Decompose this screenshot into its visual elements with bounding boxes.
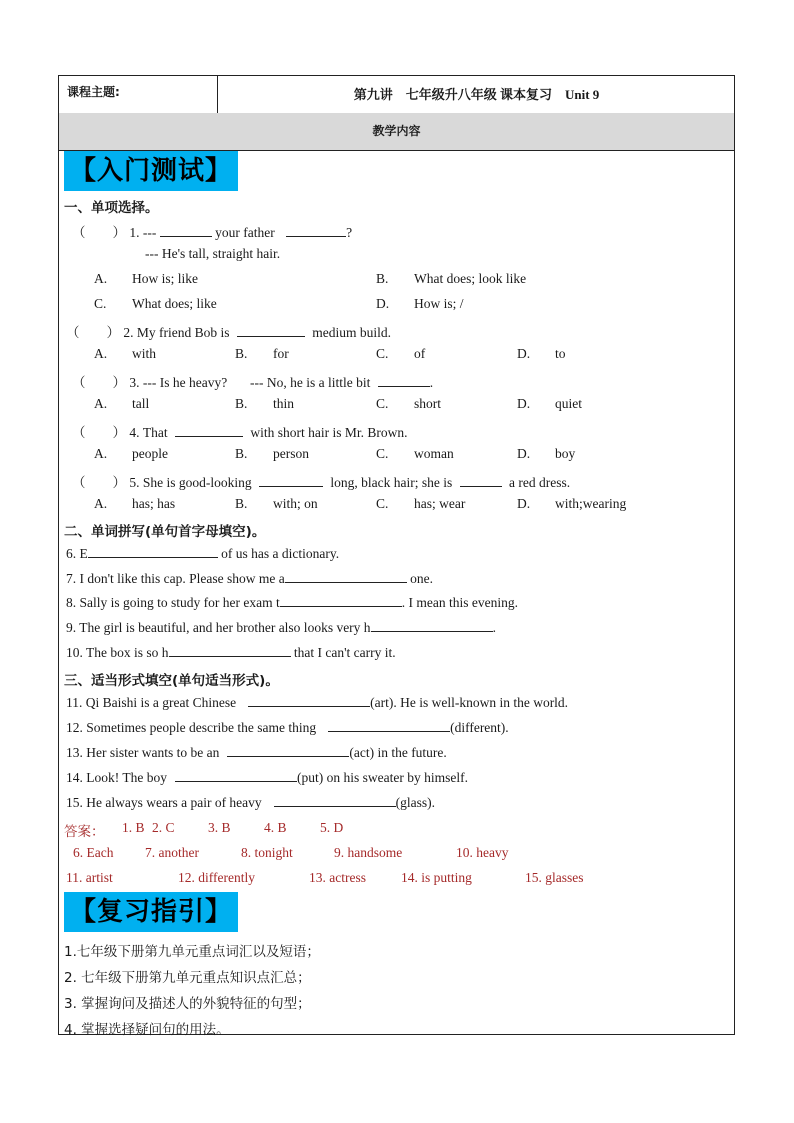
- q3-option-c: short: [414, 396, 441, 411]
- guide-item-2: 2. 七年级下册第九单元重点知识点汇总；: [64, 970, 311, 986]
- q2-option-c: of: [414, 346, 426, 361]
- question-1-line2: --- He's tall, straight hair.: [145, 246, 281, 261]
- q5-option-d: with;wearing: [555, 496, 627, 511]
- q1-option-d-letter: D.: [376, 296, 390, 311]
- question-13: 13. Her sister wants to be an (act) in the future.: [66, 745, 447, 760]
- answer-10: 10. heavy: [456, 845, 509, 860]
- section-entry-test: 【入门测试】: [64, 151, 238, 191]
- course-topic-label: 课程主题:: [59, 76, 218, 113]
- q4-option-b: person: [273, 446, 309, 461]
- q5-option-d-letter: D.: [517, 496, 531, 511]
- question-3: （ ） 3. --- Is he heavy? --- No, he is a little bit .: [72, 375, 434, 390]
- answer-12: 12. differently: [178, 870, 255, 885]
- section-review-guide: 【复习指引】: [64, 892, 238, 932]
- q2-option-c-letter: C.: [376, 346, 389, 361]
- answer-8: 8. tonight: [241, 845, 293, 860]
- q5-option-b-letter: B.: [235, 496, 248, 511]
- question-1: （ ） 1. --- your father ?: [72, 225, 353, 240]
- q5-option-a-letter: A.: [94, 496, 108, 511]
- q2-option-a: with: [132, 346, 157, 361]
- q5-option-c-letter: C.: [376, 496, 389, 511]
- q1-option-d: How is; /: [414, 296, 464, 311]
- q3-option-b: thin: [273, 396, 295, 411]
- question-7: 7. I don't like this cap. Please show me a one.: [66, 571, 434, 586]
- answer-3: 3. B: [208, 820, 231, 835]
- q2-option-d-letter: D.: [517, 346, 531, 361]
- answer-6: 6. Each: [73, 845, 114, 860]
- course-topic: 第九讲 七年级升八年级 课本复习 Unit 9: [353, 87, 600, 102]
- q1-option-a-letter: A.: [94, 271, 108, 286]
- q3-option-c-letter: C.: [376, 396, 389, 411]
- answer-5: 5. D: [320, 820, 344, 835]
- q1-option-b: What does; look like: [414, 271, 527, 286]
- answer-11: 11. artist: [66, 870, 113, 885]
- q4-option-d: boy: [555, 446, 576, 461]
- answer-1: 1. B: [122, 820, 145, 835]
- question-4: （ ） 4. That with short hair is Mr. Brown.: [72, 425, 408, 440]
- guide-item-1: 1.七年级下册第九单元重点词汇以及短语；: [64, 944, 320, 960]
- q4-option-a-letter: A.: [94, 446, 108, 461]
- q1-option-c: What does; like: [132, 296, 217, 311]
- header-row: [59, 76, 734, 114]
- q5-option-a: has; has: [132, 496, 176, 511]
- q3-option-b-letter: B.: [235, 396, 248, 411]
- question-15: 15. He always wears a pair of heavy (glass).: [66, 795, 436, 810]
- answer-4: 4. B: [264, 820, 287, 835]
- question-8: 8. Sally is going to study for her exam t . I mean this evening.: [66, 595, 518, 610]
- question-6: 6. E of us has a dictionary.: [66, 546, 340, 561]
- q4-option-c: woman: [414, 446, 454, 461]
- answer-13: 13. actress: [309, 870, 366, 885]
- part2-title: 二、单词拼写(单句首字母填空)。: [64, 524, 266, 540]
- question-14: 14. Look! The boy (put) on his sweater by himself.: [66, 770, 468, 785]
- q3-option-a: tall: [132, 396, 150, 411]
- guide-item-3: 3. 掌握询问及描述人的外貌特征的句型；: [64, 996, 311, 1012]
- question-10: 10. The box is so h that I can't carry it.: [66, 645, 396, 660]
- q4-option-a: people: [132, 446, 168, 461]
- part3-title: 三、适当形式填空(单句适当形式)。: [64, 673, 279, 689]
- q3-option-d: quiet: [555, 396, 582, 411]
- question-5: （ ） 5. She is good-looking long, black hair; she is a red dress.: [72, 475, 571, 490]
- q1-option-c-letter: C.: [94, 296, 107, 311]
- q3-option-d-letter: D.: [517, 396, 531, 411]
- q2-option-a-letter: A.: [94, 346, 108, 361]
- q1-option-b-letter: B.: [376, 271, 389, 286]
- q2-option-b: for: [273, 346, 289, 361]
- question-11: 11. Qi Baishi is a great Chinese (art). He is well-known in the world.: [66, 695, 569, 710]
- answer-2: 2. C: [152, 820, 175, 835]
- answer-15: 15. glasses: [525, 870, 584, 885]
- q1-option-a: How is; like: [132, 271, 198, 286]
- question-9: 9. The girl is beautiful, and her brother also looks very h .: [66, 620, 496, 635]
- guide-item-4: 4. 掌握选择疑问句的用法。: [64, 1022, 230, 1038]
- question-12: 12. Sometimes people describe the same thing (different).: [66, 720, 509, 735]
- answers-label: 答案：: [64, 824, 105, 840]
- teaching-content-header: 教学内容: [59, 113, 734, 151]
- q3-option-a-letter: A.: [94, 396, 108, 411]
- answer-7: 7. another: [145, 845, 199, 860]
- answer-9: 9. handsome: [334, 845, 403, 860]
- q5-option-c: has; wear: [414, 496, 466, 511]
- q2-option-d: to: [555, 346, 566, 361]
- q4-option-c-letter: C.: [376, 446, 389, 461]
- q4-option-b-letter: B.: [235, 446, 248, 461]
- q2-option-b-letter: B.: [235, 346, 248, 361]
- answer-14: 14. is putting: [401, 870, 472, 885]
- q5-option-b: with; on: [273, 496, 318, 511]
- question-2: （ ） 2. My friend Bob is medium build.: [66, 325, 391, 340]
- q4-option-d-letter: D.: [517, 446, 531, 461]
- part1-title: 一、单项选择。: [64, 200, 159, 216]
